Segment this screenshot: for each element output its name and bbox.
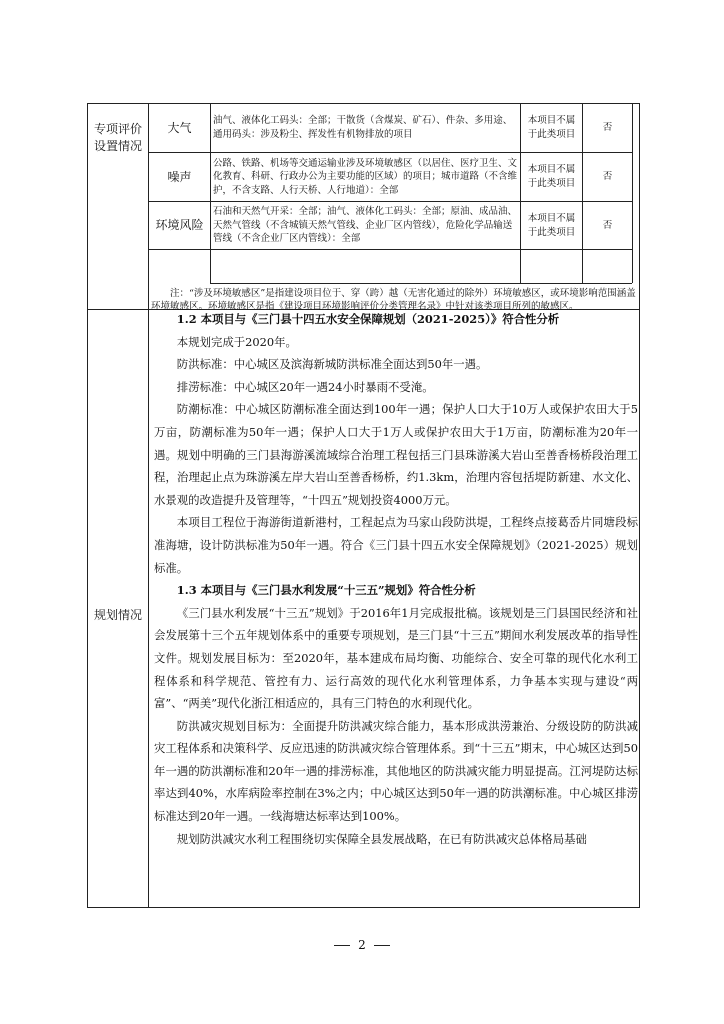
factor-text: 大气	[167, 120, 192, 135]
factor-cell	[149, 202, 210, 249]
required-text: 否	[602, 122, 613, 134]
criteria-cell	[211, 202, 520, 249]
criteria-text: 公路、铁路、机场等交通运输业涉及环境敏感区（以居住、医疗卫生、文化教育、科研、行政办公为主要功能的区域）的项目；城市道路（不含维护，不含支路、人行天桥、人行地道）：全部	[213, 157, 518, 196]
section-label-special-evaluation	[89, 118, 147, 158]
paragraph: 防洪标准：中心城区及滨海新城防洪标准全面达到50年一遇。	[176, 357, 488, 372]
criteria-cell	[211, 153, 520, 201]
planning-content	[154, 308, 638, 850]
section-label-planning	[89, 600, 147, 630]
paragraph: 排涝标准：中心城区20年一遇24小时暴雨不受淹。	[176, 379, 434, 394]
factor-cell	[149, 153, 210, 201]
criteria-text: 油气、液体化工码头：全部；干散货（含煤炭、矿石）、件杂、多用途、通用码头：涉及粉尘、挥发性有机物排放的项目	[213, 115, 513, 140]
footer-dash-right	[374, 945, 390, 946]
required-cell	[583, 153, 632, 201]
row-divider	[148, 249, 632, 250]
page-number: 2	[358, 938, 366, 952]
page-footer	[0, 938, 724, 952]
paragraph: 防潮标准：中心城区防潮标准全面达到100年一遇；保护人口大于10万人或保护农田大于5万亩，防潮标准为50年一遇；保护人口大于1万人或保护农田大于1万亩，防潮标准为20年一遇。规划中明确的三门县海游溪流域综合治理工程包括三门县珠游溪大岩山至善香杨桥段治理工程，治理起止点为珠游溪左岸大岩山至善香杨桥，约1.3km，治理内容包括堤防新建、水文化、水景观的改造提升及管理等，“十四五”规划投资4000万元。	[154, 402, 638, 507]
conclusion-cell	[521, 202, 582, 249]
paragraph: 本项目工程位于海游街道新港村，工程起点为马家山段防洪堤，工程终点接葛岙片同塘段标准海塘，设计防洪标准为50年一遇。符合《三门县十四五水安全保障规划》（2021-2025）规划标准。	[154, 515, 638, 575]
factor-cell	[149, 104, 210, 152]
required-text: 否	[602, 219, 613, 231]
section-heading: 1.2 本项目与《三门县十四五水安全保障规划（2021-2025）》符合性分析	[176, 312, 560, 326]
table-note: 注：“涉及环境敏感区”是指建设项目位于、穿（跨）越（无害化通过的除外）环境敏感区，或环境影响范围涵盖环境敏感区。环境敏感区是指《建设项目环境影响评价分类管理名录》中针对该类项目所列的敏感区。	[151, 288, 636, 313]
conclusion-text: 本项目不属于此类项目	[527, 164, 576, 189]
section-heading: 1.3 本项目与《三门县水利发展“十三五”规划》符合性分析	[176, 583, 476, 598]
footer-dash-left	[334, 945, 350, 946]
criteria-cell	[211, 104, 520, 152]
factor-text: 环境风险	[155, 218, 204, 232]
paragraph: 《三门县水利发展“十三五”规划》于2016年1月完成报批稿。该规划是三门县国民经济和社会发展第十三个五年规划体系中的重要专项规划，是三门县“十三五”期间水利发展改革的指导性文件。规划发展目标为：至2020年，基本建成布局均衡、功能综合、安全可靠的现代化水利工程体系和科学规范、管控有力、运行高效的现代化水利管理体系，力争基本实现与建设“两富”、“两美”现代化浙江相适应的，具有三门特色的水利现代化。	[154, 605, 638, 711]
conclusion-cell	[521, 153, 582, 201]
paragraph: 规划防洪减灾水利工程围绕切实保障全县发展战略，在已有防洪减灾总体格局基础	[176, 831, 587, 846]
factor-text: 噪声	[167, 169, 192, 184]
required-text: 否	[602, 171, 613, 183]
criteria-text: 石油和天然气开采：全部；油气、液体化工码头：全部；原油、成品油、天然气管线（不含城镇天然气管线、企业厂区内管线），危险化学品输送管线（不含企业厂区内管线）：全部	[213, 206, 518, 245]
row-divider	[210, 283, 632, 284]
section-label-text: 专项评价设置情况	[93, 122, 142, 153]
section-label-text: 规划情况	[93, 607, 142, 622]
required-cell	[583, 202, 632, 249]
conclusion-text: 本项目不属于此类项目	[527, 115, 576, 140]
required-cell	[583, 104, 632, 152]
column-divider	[632, 103, 633, 283]
conclusion-text: 本项目不属于此类项目	[527, 212, 576, 238]
conclusion-cell	[521, 104, 582, 152]
paragraph: 防洪减灾规划目标为：全面提升防洪减灾综合能力，基本形成洪涝兼治、分级设防的防洪减灾工程体系和决策科学、反应迅速的防洪减灾综合管理体系。到“十三五”期末，中心城区达到50年一遇的防洪潮标准和20年一遇的排涝标准，其他地区的防洪减灾能力明显提高。江河堤防达标率达到40%，水库病险率控制在3%之内；中心城区达到50年一遇的防洪潮标准。中心城区排涝标准达到20年一遇。一线海塘达标率达到100%。	[154, 718, 638, 824]
paragraph: 本规划完成于2020年。	[176, 334, 297, 349]
